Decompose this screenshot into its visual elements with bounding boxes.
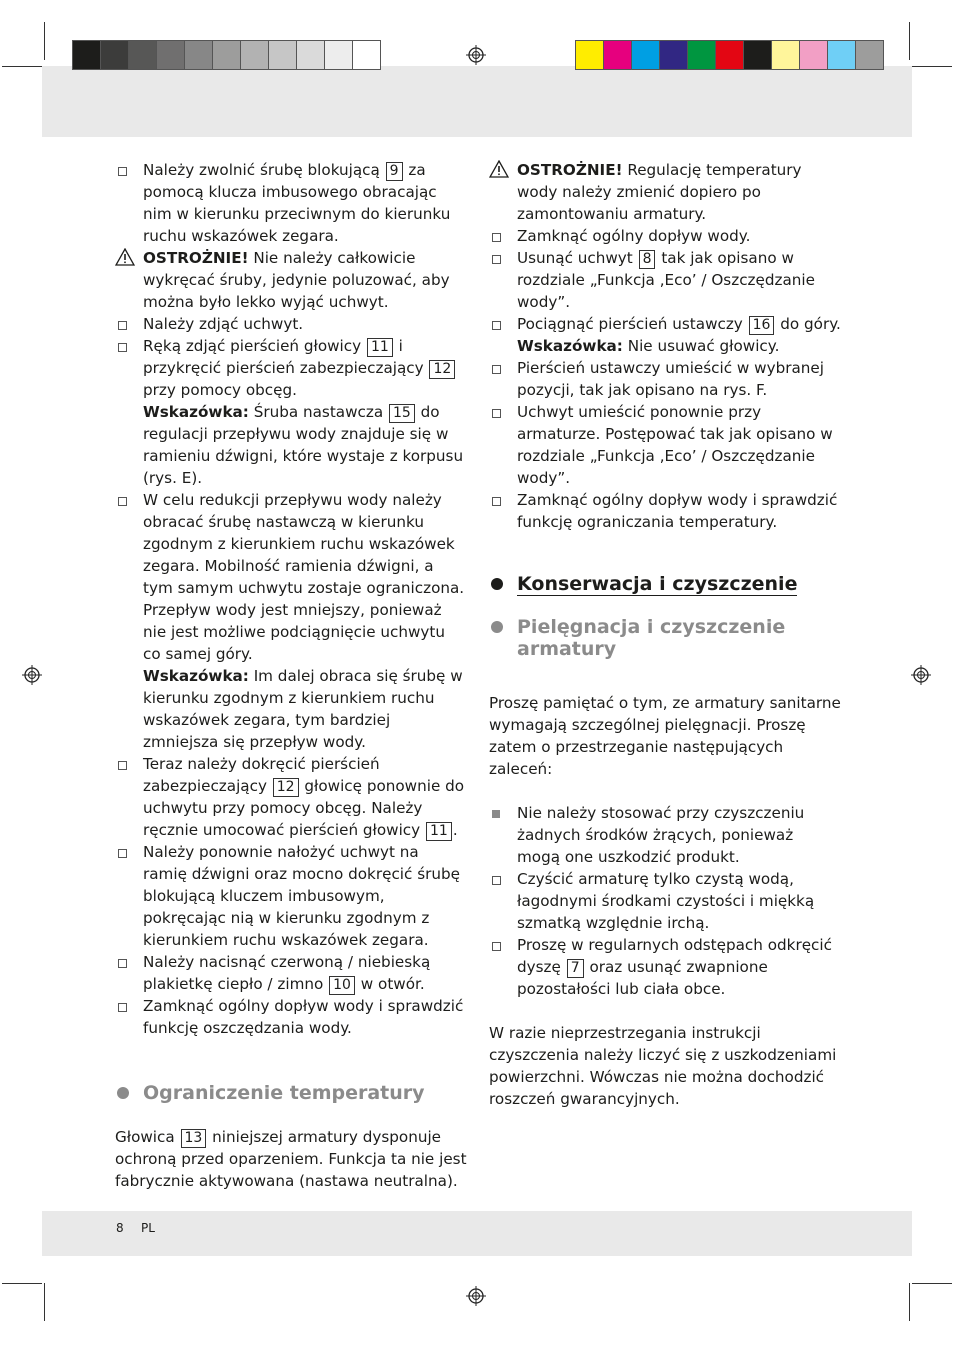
item-text: Należy nacisnąć czerwoną / niebieską plakietkę ciepło / zimno bbox=[143, 953, 431, 993]
item-text: . bbox=[452, 821, 458, 839]
item-text: Zamknąć ogólny dopływ wody. bbox=[517, 227, 751, 245]
color-swatch bbox=[603, 40, 632, 70]
item-text: Należy zdjąć uchwyt. bbox=[143, 315, 304, 333]
list-item bbox=[489, 802, 841, 868]
checkbox-bullet-icon bbox=[489, 401, 503, 427]
part-number: 9 bbox=[386, 162, 403, 181]
part-number: 7 bbox=[567, 959, 584, 978]
registration-mark-icon bbox=[22, 665, 42, 685]
para-text: niniejszej armatury dysponuje ochroną przed oparzeniem. Funkcja ta nie jest fabrycznie aktywowana (nastawa neutralna). bbox=[115, 1128, 467, 1190]
list-item bbox=[489, 247, 841, 313]
part-number: 13 bbox=[181, 1129, 207, 1148]
part-number: 12 bbox=[429, 360, 455, 379]
color-swatch bbox=[687, 40, 716, 70]
list-item bbox=[489, 401, 841, 489]
crop-mark bbox=[2, 66, 42, 67]
section-heading bbox=[489, 573, 841, 595]
color-swatch bbox=[771, 40, 800, 70]
color-swatch bbox=[827, 40, 856, 70]
crop-mark bbox=[909, 1283, 910, 1321]
part-number: 12 bbox=[273, 778, 299, 797]
hint-label: Wskazówka: bbox=[143, 667, 249, 685]
registration-mark-icon bbox=[466, 1286, 486, 1306]
color-swatch bbox=[184, 40, 213, 70]
heading-dot-icon bbox=[491, 621, 503, 633]
item-text: Ręką zdjąć pierścień głowicy bbox=[143, 337, 362, 355]
item-text: Należy ponownie nałożyć uchwyt na ramię dźwigni oraz mocno dokręcić śrubę blokującą kluczem imbusowym, pokręcając nią w kierunku zgodnym z kierunkiem ruchu wskazówek zegara. bbox=[143, 843, 460, 949]
checkbox-bullet-icon bbox=[115, 489, 129, 515]
list-item bbox=[489, 225, 841, 247]
item-text: za pomocą klucza imbusowego obracając nim w kierunku przeciwnym do kierunku ruchu wskazówek zegara. bbox=[143, 161, 451, 245]
warning-triangle-icon bbox=[489, 160, 509, 178]
item-text: Zamknąć ogólny dopływ wody i sprawdzić funkcję ograniczania temperatury. bbox=[517, 491, 838, 531]
hint-text: Im dalej obraca się śrubę w kierunku zgodnym z kierunkiem ruchu wskazówek zegara, tym bardziej zmniejsza się przepływ wody. bbox=[143, 667, 463, 751]
list-item bbox=[115, 489, 467, 665]
list-item bbox=[489, 313, 841, 335]
color-swatch bbox=[268, 40, 297, 70]
list-item bbox=[115, 951, 467, 995]
checkbox-bullet-icon bbox=[489, 357, 503, 383]
crop-mark bbox=[44, 22, 45, 60]
list-item bbox=[489, 489, 841, 533]
subsection-heading bbox=[489, 616, 841, 660]
color-swatch bbox=[799, 40, 828, 70]
color-swatch bbox=[324, 40, 353, 70]
item-text: Uchwyt umieścić ponownie przy armaturze. Postępować tak jak opisano w rozdziale „Funkcja ‚Eco’ / Oszczędzanie wody”. bbox=[517, 403, 833, 487]
crop-mark bbox=[909, 22, 910, 60]
warning-triangle-icon bbox=[115, 248, 135, 266]
paragraph: W razie nieprzestrzegania instrukcji czyszczenia należy liczyć się z uszkodzeniami powierzchni. Wówczas nie można dochodzić roszczeń gwarancyjnych. bbox=[489, 1024, 837, 1108]
list-item bbox=[489, 934, 841, 1000]
item-text: Teraz należy dokręcić pierścień zabezpieczający bbox=[143, 755, 380, 795]
checkbox-bullet-icon bbox=[115, 995, 129, 1021]
item-text: przy pomocy obcęg. bbox=[143, 381, 297, 399]
item-text: i przykręcić pierścień zabezpieczający bbox=[143, 337, 424, 377]
list-item bbox=[489, 357, 841, 401]
heading-text: Ograniczenie temperatury bbox=[143, 1082, 425, 1104]
filled-square-bullet-icon bbox=[489, 802, 503, 827]
heading-dot-icon bbox=[117, 1087, 129, 1099]
heading-text: Konserwacja i czyszczenie bbox=[517, 573, 798, 595]
hint-text: Śruba nastawcza bbox=[253, 403, 384, 421]
checkbox-bullet-icon bbox=[489, 868, 503, 894]
checkbox-bullet-icon bbox=[489, 247, 503, 273]
part-number: 15 bbox=[389, 404, 415, 423]
part-number: 11 bbox=[367, 338, 393, 357]
list-item bbox=[115, 335, 467, 401]
color-swatch bbox=[659, 40, 688, 70]
heading-text: Pielęgnacja i czyszczenie armatury bbox=[517, 616, 786, 660]
crop-mark bbox=[2, 1283, 42, 1284]
color-swatch bbox=[743, 40, 772, 70]
color-swatch bbox=[352, 40, 381, 70]
language-code: PL bbox=[141, 1221, 155, 1235]
checkbox-bullet-icon bbox=[489, 934, 503, 960]
color-swatch bbox=[212, 40, 241, 70]
registration-mark-icon bbox=[911, 665, 931, 685]
checkbox-bullet-icon bbox=[115, 753, 129, 779]
color-swatch bbox=[855, 40, 884, 70]
paragraph: Proszę pamiętać o tym, ze armatury sanitarne wymagają szczególnej pielęgnacji. Proszę zatem o przestrzeganie następujących zaleceń: bbox=[489, 694, 841, 778]
color-swatch bbox=[715, 40, 744, 70]
item-text: Należy zwolnić śrubę blokującą bbox=[143, 161, 380, 179]
list-item bbox=[115, 995, 467, 1039]
list-item bbox=[115, 753, 467, 841]
part-number: 8 bbox=[639, 250, 656, 269]
item-text: Usunąć uchwyt bbox=[517, 249, 633, 267]
crop-mark bbox=[44, 1283, 45, 1321]
right-column bbox=[489, 159, 841, 1110]
crop-mark bbox=[912, 66, 952, 67]
header-band bbox=[42, 66, 912, 137]
item-text: Nie należy stosować przy czyszczeniu żadnych środków żrących, ponieważ mogą one uszkodzić produkt. bbox=[517, 804, 805, 866]
item-text: tak jak opisano w rozdziale „Funkcja ‚Eco’ / Oszczędzanie wody”. bbox=[517, 249, 815, 311]
page-number: 8 bbox=[116, 1221, 124, 1235]
color-swatch bbox=[296, 40, 325, 70]
paragraph bbox=[115, 1126, 467, 1192]
item-text: Proszę w regularnych odstępach odkręcić dyszę bbox=[517, 936, 832, 976]
footer-band bbox=[42, 1211, 912, 1256]
checkbox-bullet-icon bbox=[115, 159, 129, 185]
part-number: 10 bbox=[329, 976, 355, 995]
warning-label: OSTROŻNIE! bbox=[143, 249, 249, 267]
item-text: W celu redukcji przepływu wody należy obracać śrubę nastawczą w kierunku zgodnym z kierunkiem ruchu wskazówek zegara. Mobilność ramienia dźwigni, a tym samym uchwytu zostaje ograniczona. Przepływ wody jest mniejszy, ponieważ nie jest możliwe podciągnięcie uchwytu co samej góry. bbox=[143, 491, 465, 663]
para-text: Głowica bbox=[115, 1128, 175, 1146]
hint-text: Nie usuwać głowicy. bbox=[627, 337, 780, 355]
left-column bbox=[115, 159, 467, 1192]
hint-note bbox=[489, 335, 841, 357]
list-item bbox=[489, 868, 841, 934]
item-text: Czyścić armaturę tylko czystą wodą, łagodnymi środkami czystości i miękką szmatką względnie irchą. bbox=[517, 870, 815, 932]
hint-text: do regulacji przepływu wody znajduje się w ramieniu dźwigni, które wystaje z korpusu (rys. E). bbox=[143, 403, 464, 487]
hint-label: Wskazówka: bbox=[143, 403, 249, 421]
color-swatch bbox=[100, 40, 129, 70]
item-text: oraz usunąć zwapnione pozostałości lub ciała obce. bbox=[517, 958, 768, 998]
section-heading bbox=[115, 1082, 467, 1104]
color-swatch bbox=[128, 40, 157, 70]
color-swatch bbox=[631, 40, 660, 70]
part-number: 11 bbox=[426, 822, 452, 841]
hint-label: Wskazówka: bbox=[517, 337, 623, 355]
item-text: Zamknąć ogólny dopływ wody i sprawdzić funkcję oszczędzania wody. bbox=[143, 997, 464, 1037]
crop-mark bbox=[912, 1283, 952, 1284]
color-swatch bbox=[575, 40, 604, 70]
registration-mark-icon bbox=[466, 45, 486, 65]
item-text: w otwór. bbox=[360, 975, 425, 993]
color-swatch bbox=[240, 40, 269, 70]
checkbox-bullet-icon bbox=[115, 335, 129, 361]
item-text: Pociągnąć pierścień ustawczy bbox=[517, 315, 743, 333]
checkbox-bullet-icon bbox=[115, 951, 129, 977]
heading-dot-icon bbox=[491, 578, 503, 590]
part-number: 16 bbox=[749, 316, 775, 335]
hint-note bbox=[115, 401, 467, 489]
checkbox-bullet-icon bbox=[115, 841, 129, 867]
list-item bbox=[115, 841, 467, 951]
warning-text: Regulację temperatury wody należy zmienić dopiero po zamontowaniu armatury. bbox=[517, 161, 802, 223]
warning-text: Nie należy całkowicie wykręcać śruby, jedynie poluzować, aby można było lekko wyjąć uchwyt. bbox=[143, 249, 450, 311]
warning-note bbox=[115, 247, 467, 313]
item-text: Pierścień ustawczy umieścić w wybranej pozycji, tak jak opisano na rys. F. bbox=[517, 359, 824, 399]
list-item bbox=[115, 313, 467, 335]
hint-note bbox=[115, 665, 467, 753]
color-swatch bbox=[156, 40, 185, 70]
checkbox-bullet-icon bbox=[489, 489, 503, 515]
warning-note bbox=[489, 159, 841, 225]
color-swatch bbox=[72, 40, 101, 70]
list-item bbox=[115, 159, 467, 247]
item-text: głowicę ponownie do uchwytu przy pomocy obcęg. Należy ręcznie umocować pierścień głowicy bbox=[143, 777, 465, 839]
item-text: do góry. bbox=[780, 315, 841, 333]
warning-label: OSTROŻNIE! bbox=[517, 161, 623, 179]
